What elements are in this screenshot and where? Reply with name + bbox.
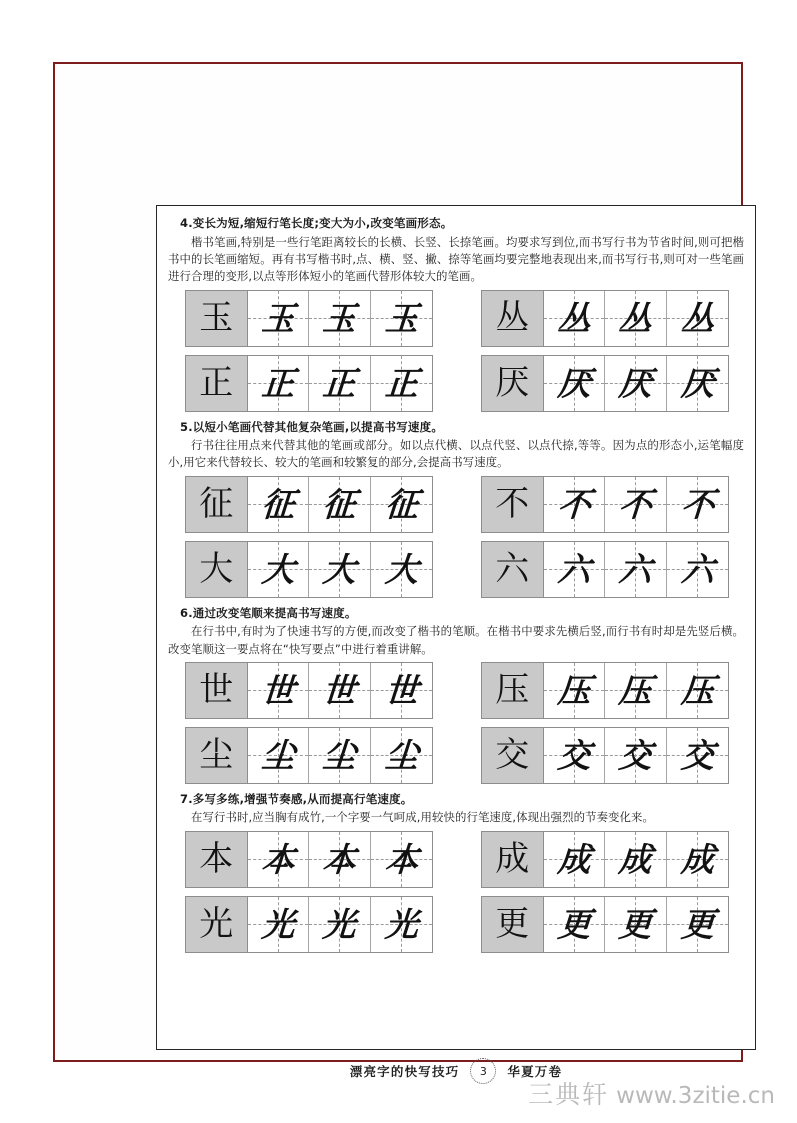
practice-glyph: 六 [555, 549, 592, 589]
practice-glyph: 大 [259, 549, 296, 589]
practice-cell[interactable] [309, 897, 371, 952]
scanned-page-frame [53, 62, 744, 1079]
grid-block-right [481, 831, 729, 953]
practice-glyph: 交 [617, 735, 654, 775]
practice-cell[interactable] [667, 832, 729, 887]
practice-glyph: 厌 [679, 363, 716, 403]
practice-glyph: 丛 [555, 298, 592, 338]
practice-cell[interactable] [309, 477, 371, 532]
section-7-grids [166, 831, 746, 957]
practice-glyph: 尘 [321, 735, 358, 775]
model-cell [186, 832, 248, 887]
watermark-site-name: 三典轩 [528, 1080, 610, 1109]
char-grid [481, 831, 729, 888]
watermark-url: www.3zitie.cn [616, 1083, 775, 1109]
char-grid [481, 896, 729, 953]
char-grid [481, 290, 729, 347]
practice-cell[interactable] [309, 356, 371, 411]
grid-block-right [481, 290, 729, 412]
grid-block-right [481, 662, 729, 784]
practice-glyph: 成 [617, 839, 654, 879]
practice-glyph: 世 [383, 670, 420, 710]
practice-glyph: 世 [321, 670, 358, 710]
practice-cell[interactable] [605, 291, 667, 346]
practice-glyph: 压 [617, 670, 654, 710]
grid-block-left [185, 290, 433, 412]
practice-glyph: 正 [259, 363, 296, 403]
practice-glyph: 六 [679, 549, 716, 589]
model-glyph: 压 [495, 670, 530, 711]
char-grid [185, 896, 433, 953]
model-glyph: 更 [495, 904, 530, 945]
model-glyph: 不 [495, 484, 530, 525]
model-cell [186, 477, 248, 532]
model-cell [482, 728, 544, 783]
practice-glyph: 成 [555, 839, 592, 879]
practice-cell[interactable] [667, 477, 729, 532]
practice-cell[interactable] [544, 356, 606, 411]
practice-cell[interactable] [309, 542, 371, 597]
section-6-body: 在行书中,有时为了快速书写的方便,而改变了楷书的笔顺。在楷书中要求先横后竖,而行书有时却是先竖后横。改变笔顺这一要点将在“快写要点”中进行着重讲解。 [168, 624, 744, 656]
grid-block-left [185, 476, 433, 598]
char-grid [185, 290, 433, 347]
practice-glyph: 征 [383, 484, 420, 524]
section-4-grids [166, 290, 746, 416]
practice-glyph: 尘 [383, 735, 420, 775]
practice-glyph: 本 [321, 839, 358, 879]
practice-glyph: 压 [679, 670, 716, 710]
practice-cell[interactable] [371, 663, 433, 718]
practice-cell[interactable] [544, 728, 606, 783]
practice-cell[interactable] [309, 663, 371, 718]
practice-glyph: 玉 [383, 298, 420, 338]
practice-cell[interactable] [605, 832, 667, 887]
model-glyph: 光 [199, 904, 234, 945]
practice-glyph: 征 [259, 484, 296, 524]
model-cell [186, 663, 248, 718]
practice-cell[interactable] [605, 728, 667, 783]
practice-glyph: 交 [679, 735, 716, 775]
practice-glyph: 不 [617, 484, 654, 524]
char-grid [481, 662, 729, 719]
practice-glyph: 丛 [679, 298, 716, 338]
model-cell [186, 542, 248, 597]
char-grid [185, 476, 433, 533]
practice-glyph: 光 [321, 904, 358, 944]
practice-glyph: 六 [617, 549, 654, 589]
section-6 [166, 606, 746, 788]
char-grid [185, 662, 433, 719]
practice-glyph: 大 [383, 549, 420, 589]
practice-cell[interactable] [371, 356, 433, 411]
practice-cell[interactable] [371, 897, 433, 952]
practice-cell[interactable] [605, 897, 667, 952]
grid-block-left [185, 831, 433, 953]
section-5-body: 行书往往用点来代替其他的笔画或部分。如以点代横、以点代竖、以点代捺,等等。因为点的形态小,运笔幅度小,用它来代替较长、较大的笔画和较繁复的部分,会提高书写速度。 [168, 438, 744, 470]
section-5-grids [166, 476, 746, 602]
section-7 [166, 792, 746, 957]
practice-glyph: 玉 [259, 298, 296, 338]
practice-cell[interactable] [544, 832, 606, 887]
practice-glyph: 交 [555, 735, 592, 775]
practice-glyph: 厌 [555, 363, 592, 403]
model-cell [482, 477, 544, 532]
practice-glyph: 不 [679, 484, 716, 524]
practice-cell[interactable] [544, 897, 606, 952]
practice-cell[interactable] [248, 542, 310, 597]
practice-cell[interactable] [309, 728, 371, 783]
practice-cell[interactable] [667, 542, 729, 597]
practice-cell[interactable] [605, 663, 667, 718]
model-cell [482, 663, 544, 718]
practice-glyph: 压 [555, 670, 592, 710]
practice-cell[interactable] [248, 728, 310, 783]
model-cell [482, 897, 544, 952]
practice-glyph: 光 [259, 904, 296, 944]
section-5-heading: 5.以短小笔画代替其他复杂笔画,以提高书写速度。 [180, 419, 444, 434]
practice-cell[interactable] [667, 728, 729, 783]
section-4 [166, 216, 746, 416]
grid-block-left [185, 662, 433, 784]
practice-cell[interactable] [667, 356, 729, 411]
practice-cell[interactable] [544, 477, 606, 532]
practice-cell[interactable] [371, 728, 433, 783]
practice-cell[interactable] [371, 477, 433, 532]
practice-cell[interactable] [605, 356, 667, 411]
practice-glyph: 本 [383, 839, 420, 879]
practice-cell[interactable] [248, 832, 310, 887]
practice-glyph: 成 [679, 839, 716, 879]
content-frame [156, 205, 756, 1050]
watermark [528, 1075, 775, 1111]
practice-glyph: 尘 [259, 735, 296, 775]
model-glyph: 本 [199, 839, 234, 880]
practice-glyph: 征 [321, 484, 358, 524]
char-grid [481, 355, 729, 412]
practice-cell[interactable] [544, 542, 606, 597]
char-grid [185, 541, 433, 598]
practice-cell[interactable] [248, 291, 310, 346]
practice-glyph: 不 [555, 484, 592, 524]
char-grid [185, 727, 433, 784]
footer-book-title: 漂亮字的快写技巧 [349, 1064, 460, 1079]
practice-glyph: 大 [321, 549, 358, 589]
practice-cell[interactable] [605, 542, 667, 597]
model-glyph: 大 [199, 549, 234, 590]
practice-glyph: 更 [555, 904, 592, 944]
practice-cell[interactable] [667, 663, 729, 718]
practice-cell[interactable] [667, 897, 729, 952]
model-glyph: 世 [199, 670, 234, 711]
practice-glyph: 光 [383, 904, 420, 944]
model-cell [186, 356, 248, 411]
section-6-grids [166, 662, 746, 788]
practice-cell[interactable] [248, 356, 310, 411]
practice-cell[interactable] [371, 542, 433, 597]
model-glyph: 尘 [199, 735, 234, 776]
char-grid [481, 476, 729, 533]
model-glyph: 玉 [199, 298, 234, 338]
model-glyph: 厌 [495, 363, 530, 403]
char-grid [481, 541, 729, 598]
model-cell [482, 356, 544, 411]
practice-glyph: 玉 [321, 298, 358, 338]
model-glyph: 成 [495, 839, 530, 880]
section-7-body: 在写行书时,应当胸有成竹,一个字要一气呵成,用较快的行笔速度,体现出强烈的节奏变化来。 [191, 810, 655, 825]
section-4-body: 楷书笔画,特别是一些行笔距离较长的长横、长竖、长捺笔画。均要求写到位,而书写行书为节省时间,则可把楷书中的长笔画缩短。再有书写楷书时,点、横、竖、撇、捺等笔画均要完整地表现出来,而书写行书,则可对一些笔画进行合理的变形,以点等形体短小的笔画代替形体较大的笔画。 [168, 234, 744, 284]
practice-cell[interactable] [544, 663, 606, 718]
practice-cell[interactable] [544, 291, 606, 346]
practice-glyph: 正 [321, 363, 358, 403]
model-cell [186, 291, 248, 346]
section-7-heading: 7.多写多练,增强节奏感,从而提高行笔速度。 [180, 791, 413, 806]
practice-cell[interactable] [605, 477, 667, 532]
model-glyph: 征 [199, 484, 234, 525]
char-grid [185, 355, 433, 412]
model-cell [186, 728, 248, 783]
practice-cell[interactable] [248, 663, 310, 718]
practice-cell[interactable] [371, 291, 433, 346]
practice-cell[interactable] [667, 291, 729, 346]
model-cell [186, 897, 248, 952]
model-glyph: 六 [495, 549, 530, 590]
model-cell [482, 542, 544, 597]
practice-cell[interactable] [309, 832, 371, 887]
practice-cell[interactable] [248, 897, 310, 952]
practice-glyph: 本 [259, 839, 296, 879]
section-5 [166, 420, 746, 602]
footer-publisher: 华夏万卷 [507, 1064, 563, 1079]
model-cell [482, 291, 544, 346]
char-grid [481, 727, 729, 784]
practice-glyph: 更 [679, 904, 716, 944]
practice-cell[interactable] [309, 291, 371, 346]
grid-block-right [481, 476, 729, 598]
section-6-heading: 6.通过改变笔顺来提高书写速度。 [180, 605, 357, 620]
practice-glyph: 丛 [617, 298, 654, 338]
section-4-heading: 4.变长为短,缩短行笔长度;变大为小,改变笔画形态。 [180, 216, 453, 230]
char-grid [185, 831, 433, 888]
practice-glyph: 厌 [617, 363, 654, 403]
model-glyph: 交 [495, 735, 530, 776]
practice-cell[interactable] [371, 832, 433, 887]
model-cell [482, 832, 544, 887]
model-glyph: 正 [199, 363, 234, 403]
practice-glyph: 正 [383, 363, 420, 403]
footer-page-number: 3 [470, 1058, 496, 1084]
practice-glyph: 更 [617, 904, 654, 944]
model-glyph: 丛 [495, 298, 530, 338]
practice-cell[interactable] [248, 477, 310, 532]
practice-glyph: 世 [259, 670, 296, 710]
